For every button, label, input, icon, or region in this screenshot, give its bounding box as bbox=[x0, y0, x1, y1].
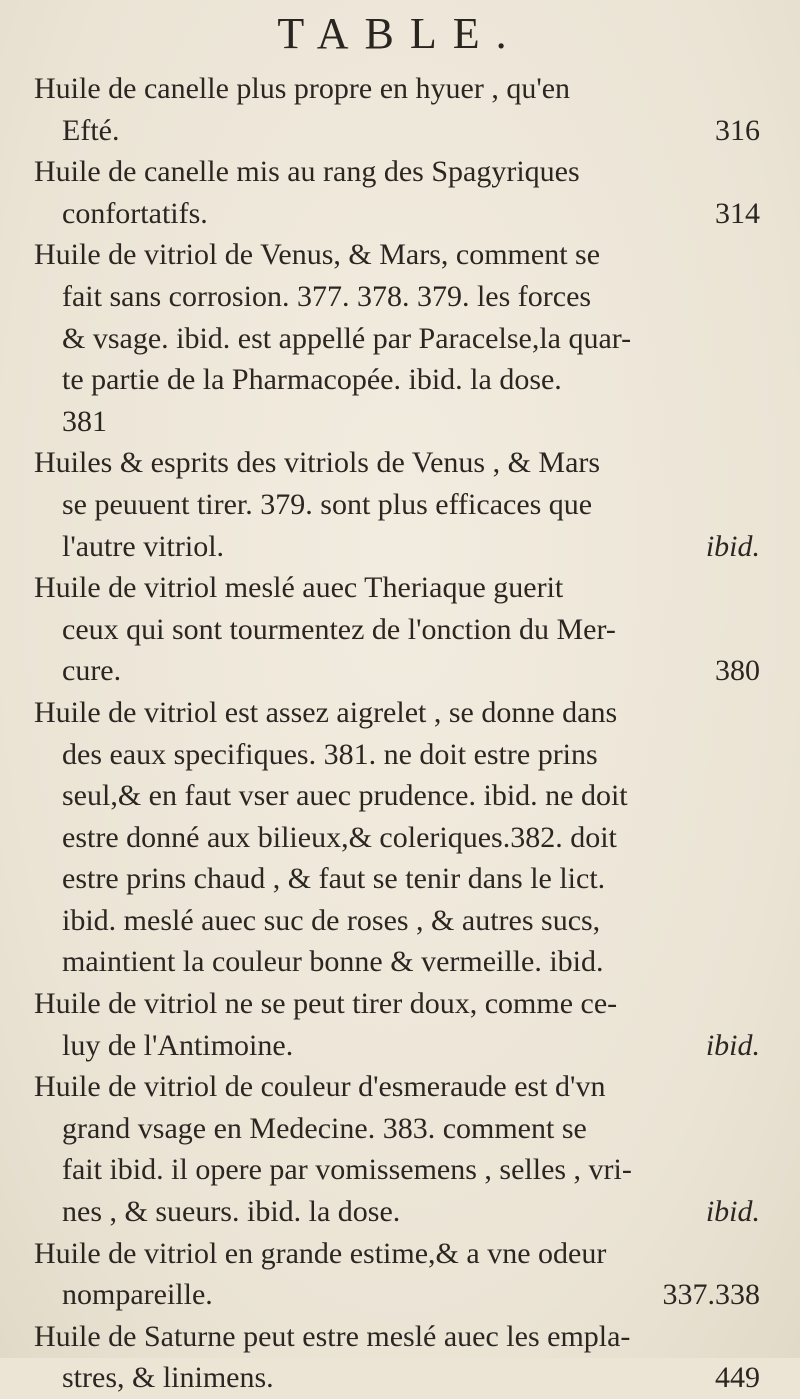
entry-line bbox=[34, 193, 764, 235]
entry-line bbox=[34, 775, 764, 817]
entry-text: fait sans corrosion. 377. 378. 379. les forces bbox=[62, 279, 592, 313]
entry-line bbox=[34, 1149, 764, 1191]
page-header: TABLE. bbox=[277, 9, 523, 58]
entry-line bbox=[34, 1066, 764, 1108]
entry-line bbox=[34, 1233, 764, 1275]
entry-text: te partie de la Pharmacopée. ibid. la dose. bbox=[62, 363, 562, 397]
index-entry bbox=[34, 1233, 764, 1316]
entry-line bbox=[34, 1316, 764, 1358]
entry-text: Efté. bbox=[62, 113, 120, 147]
page-reference: ibid. bbox=[705, 1195, 760, 1229]
entry-text: cure. bbox=[62, 654, 122, 688]
entry-line bbox=[34, 817, 764, 859]
entry-line bbox=[34, 650, 764, 692]
entry-line bbox=[34, 609, 764, 651]
index-entry bbox=[34, 1066, 764, 1232]
entry-text: maintient la couleur bonne & vermeille. ibid. bbox=[62, 945, 604, 979]
entry-line bbox=[34, 1108, 764, 1150]
entry-text: estre donné aux bilieux,& coleriques.382. doit bbox=[62, 820, 617, 854]
index-entry bbox=[34, 692, 764, 983]
page-reference: 316 bbox=[715, 113, 760, 147]
entry-line bbox=[34, 567, 764, 609]
entry-text: ibid. meslé auec suc de roses , & autres sucs, bbox=[62, 903, 601, 937]
entry-line bbox=[34, 734, 764, 776]
index-entry bbox=[34, 442, 764, 567]
page-reference: 449 bbox=[715, 1361, 760, 1395]
entry-text: se peuuent tirer. 379. sont plus efficaces que bbox=[62, 487, 593, 521]
index-entry bbox=[34, 567, 764, 692]
entry-text: Huile de canelle plus propre en hyuer , qu'en bbox=[34, 72, 571, 105]
entry-line bbox=[34, 484, 764, 526]
entry-text: nes , & sueurs. ibid. la dose. bbox=[62, 1195, 401, 1229]
entry-text: Huile de vitriol meslé auec Theriaque guerit bbox=[34, 571, 564, 605]
page-reference: 380 bbox=[715, 654, 760, 688]
entry-text: & vsage. ibid. est appellé par Paracelse,la quar- bbox=[62, 321, 632, 355]
index-entry bbox=[34, 983, 764, 1066]
entry-text: seul,& en faut vser auec prudence. ibid. ne doit bbox=[62, 779, 628, 813]
entry-text: l'autre vitriol. bbox=[62, 529, 225, 563]
entry-line bbox=[34, 401, 764, 443]
entry-text: Huile de vitriol de couleur d'esmeraude est d'vn bbox=[34, 1070, 606, 1104]
entry-text: Huile de Saturne peut estre meslé auec les empla- bbox=[34, 1319, 631, 1353]
entry-text: Huile de vitriol en grande estime,& a vne odeur bbox=[34, 1236, 607, 1270]
entry-line bbox=[34, 983, 764, 1025]
page-reference: ibid. bbox=[705, 1028, 760, 1062]
entry-text: Huile de vitriol de Venus, & Mars, comment se bbox=[34, 238, 601, 272]
entry-line bbox=[34, 68, 764, 110]
entry-line bbox=[34, 858, 764, 900]
entry-text: luy de l'Antimoine. bbox=[62, 1028, 294, 1062]
index-entry bbox=[34, 1316, 764, 1399]
entry-text: Huile de vitriol est assez aigrelet , se donne dans bbox=[34, 695, 618, 729]
entry-text: des eaux specifiques. 381. ne doit estre prins bbox=[62, 737, 598, 771]
entry-line bbox=[34, 1191, 764, 1233]
entry-line bbox=[34, 941, 764, 983]
index-entries bbox=[34, 68, 764, 1399]
entry-text: nompareille. bbox=[62, 1278, 213, 1312]
entry-text: fait ibid. il opere par vomissemens , selles , vri- bbox=[62, 1153, 632, 1187]
entry-text: Huile de vitriol ne se peut tirer doux, comme ce- bbox=[34, 987, 618, 1021]
entry-line bbox=[34, 442, 764, 484]
entry-line bbox=[34, 692, 764, 734]
entry-text: Huile de canelle mis au rang des Spagyriques bbox=[34, 155, 580, 189]
entry-text: ceux qui sont tourmentez de l'onction du Mer- bbox=[62, 612, 616, 646]
entry-line bbox=[34, 359, 764, 401]
entry-line bbox=[34, 526, 764, 568]
entry-line bbox=[34, 151, 764, 193]
entry-line bbox=[34, 1274, 764, 1316]
entry-text: 381 bbox=[62, 404, 107, 438]
entry-text: grand vsage en Medecine. 383. comment se bbox=[62, 1111, 587, 1145]
entry-line bbox=[34, 276, 764, 318]
entry-text: confortatifs. bbox=[62, 196, 208, 230]
index-entry bbox=[34, 151, 764, 234]
entry-line bbox=[34, 1025, 764, 1067]
entry-line bbox=[34, 1357, 764, 1399]
page-reference: 337.338 bbox=[662, 1278, 760, 1312]
entry-line bbox=[34, 900, 764, 942]
page-reference: 314 bbox=[715, 196, 760, 230]
entry-text: Huiles & esprits des vitriols de Venus , & Mars bbox=[34, 446, 601, 480]
entry-text: estre prins chaud , & faut se tenir dans le lict. bbox=[62, 862, 606, 896]
entry-line bbox=[34, 110, 764, 152]
page-reference: ibid. bbox=[705, 529, 760, 563]
entry-text: stres, & linimens. bbox=[62, 1361, 274, 1395]
index-entry bbox=[34, 234, 764, 442]
entry-line bbox=[34, 234, 764, 276]
index-entry bbox=[34, 68, 764, 151]
entry-line bbox=[34, 318, 764, 360]
